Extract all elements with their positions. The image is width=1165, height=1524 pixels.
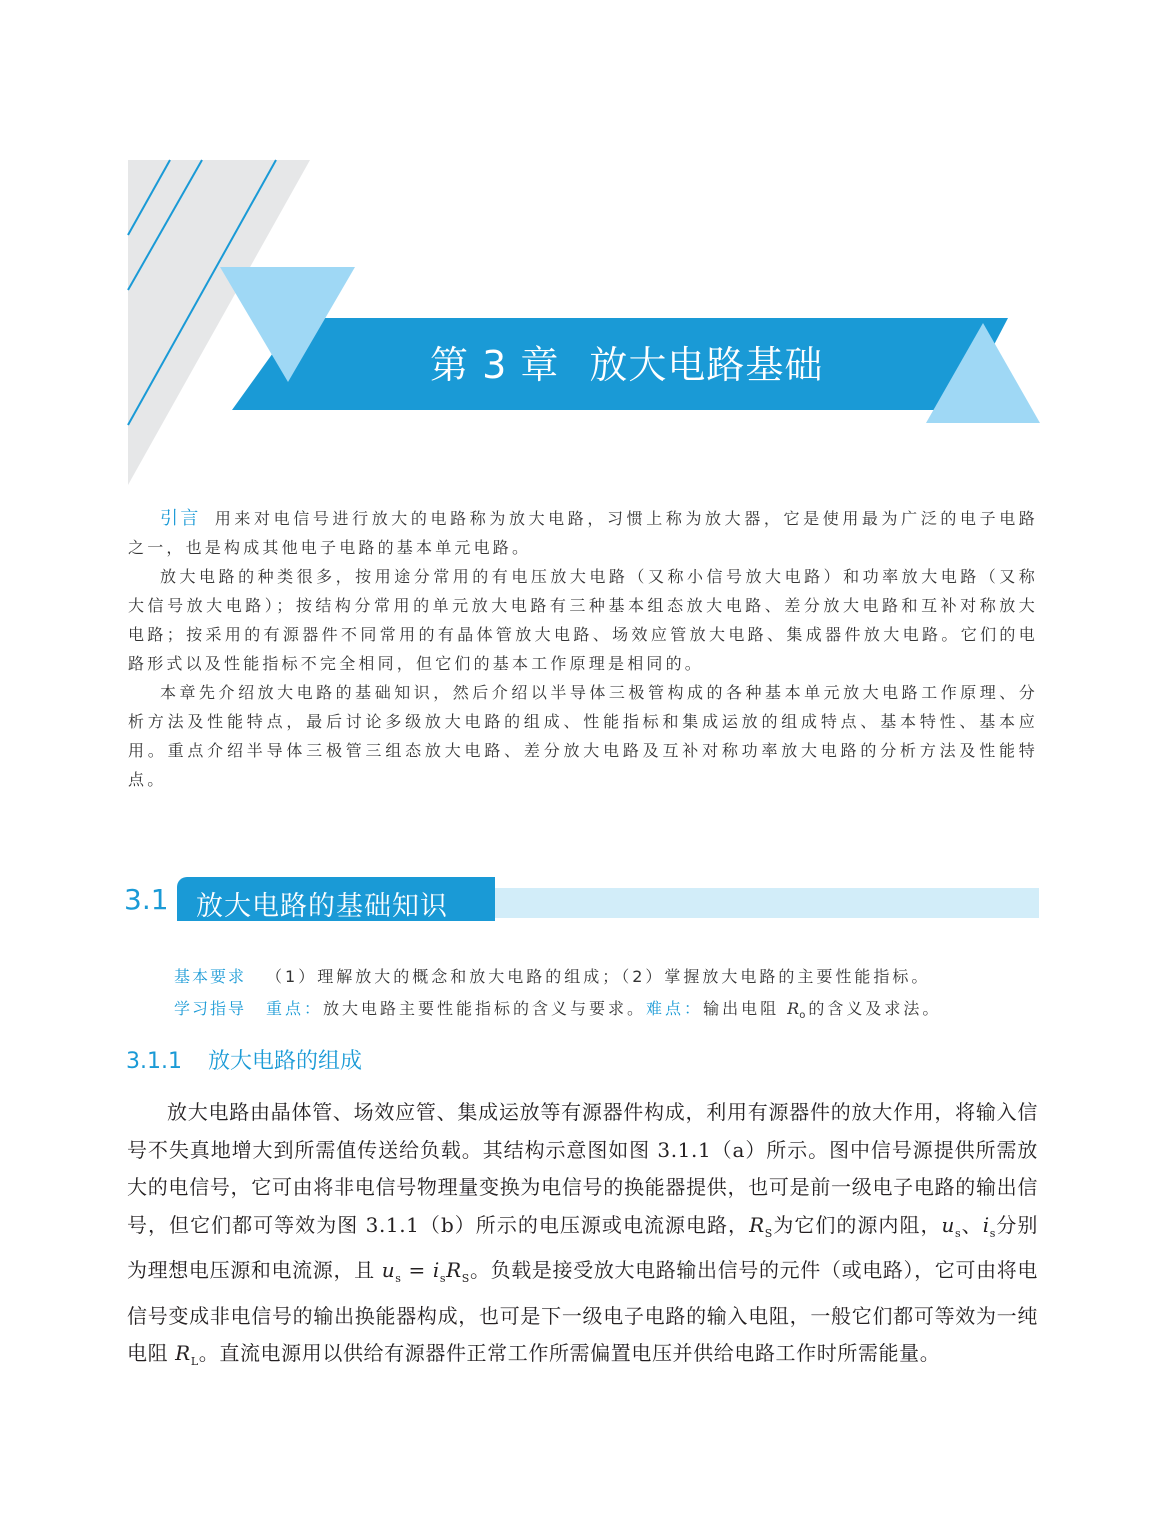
- body-separator: 、: [961, 1212, 983, 1237]
- intro-paragraph-2: 放大电路的种类很多，按用途分常用的有电压放大电路（又称小信号放大电路）和功率放大电路（又称大信号放大电路）；按结构分常用的单元放大电路有三种基本组态放大电路、差分放大电路和互补对称放大电路；按采用的有源器件不同常用的有晶体管放大电路、场效应管放大电路、集成器件放大电路。它们的电路形式以及性能指标不完全相同，但它们的基本工作原理是相同的。: [128, 567, 1038, 673]
- body-text-4: 。负载是接受放大电路输出信号的元件（或电路），它可由将电信号变成非电信号的输出换能器构成，也可是下一级电子电路的输入电阻，一般它们都可等效为一纯电阻: [127, 1258, 1038, 1365]
- subsection-number: 3.1.1: [126, 1049, 182, 1074]
- study-guide: [174, 996, 941, 1021]
- equation-i: i: [432, 1258, 440, 1282]
- voltage-source-subscript: s: [955, 1226, 962, 1240]
- equation-u-subscript: s: [395, 1272, 402, 1285]
- equation-r-subscript: S: [461, 1272, 470, 1285]
- section-heading: [124, 883, 1039, 922]
- body-text-1: 放大电路由晶体管、场效应管、集成运放等有源器件构成，利用有源器件的放大作用，将输入信号不失真地增大到所需值传送给负载。其结构示意图如图 3.1.1（a）所示。图中信号源提供所需放大的电信号，它可由将非电信号物理量变换为电信号的换能器提供，也可是前一级电子电路的输出信号，但它们都可等效为图 3.1.1（b）所示的电压源或电流源电路，: [127, 1100, 1038, 1237]
- intro-paragraph-1: [128, 504, 1038, 562]
- chapter-name: 放大电路基础: [589, 343, 824, 387]
- output-resistance-symbol: R: [787, 999, 800, 1018]
- key-point-text: 放大电路主要性能指标的含义与要求。: [323, 999, 647, 1018]
- load-resistance-symbol: R: [175, 1341, 191, 1365]
- current-source-subscript: s: [989, 1226, 996, 1240]
- key-point-label: 重点：: [266, 999, 324, 1018]
- basic-requirements: [174, 964, 930, 987]
- intro-paragraph-3: 本章先介绍放大电路的基础知识，然后介绍以半导体三极管构成的各种基本单元放大电路工作原理、分析方法及性能特点，最后讨论多级放大电路的组成、性能指标和集成运放的组成特点、基本特性、基本应用。重点介绍半导体三极管三组态放大电路、差分放大电路及互补对称功率放大电路的分析方法及性能特点。: [128, 683, 1038, 789]
- intro-label: 引言: [160, 508, 201, 529]
- study-guide-label: 学习指导: [174, 999, 247, 1018]
- source-resistance-subscript: S: [764, 1226, 773, 1240]
- section-heading-bar: [484, 888, 1039, 918]
- source-resistance-symbol: R: [749, 1212, 765, 1237]
- difficult-point-label: 难点：: [646, 999, 704, 1018]
- equation-r: R: [446, 1258, 462, 1282]
- difficult-point-text-a: 输出电阻: [703, 999, 788, 1018]
- body-text-2: 为它们的源内阻，: [772, 1212, 942, 1237]
- body-paragraph: [127, 1094, 1038, 1381]
- equation-equals: =: [401, 1258, 433, 1282]
- section-title: 放大电路的基础知识: [196, 891, 448, 922]
- difficult-point-text-b: 的含义及求法。: [808, 999, 942, 1018]
- section-heading-tab-notch: [479, 877, 495, 921]
- chapter-title: [430, 334, 990, 389]
- basic-requirements-text: （1）理解放大的概念和放大电路的组成；（2）掌握放大电路的主要性能指标。: [266, 967, 931, 986]
- section-number: 3.1: [124, 883, 169, 916]
- chapter-number: 第 3 章: [430, 343, 560, 387]
- voltage-source-symbol: u: [941, 1212, 955, 1237]
- intro-text-1: 用来对电信号进行放大的电路称为放大电路，习惯上称为放大器，它是使用最为广泛的电子电路之一，也是构成其他电子电路的基本单元电路。: [128, 509, 1039, 557]
- subsection-title: 放大电路的组成: [207, 1049, 362, 1074]
- current-source-symbol: i: [982, 1212, 990, 1237]
- equation-i-subscript: s: [439, 1272, 447, 1285]
- body-text: [127, 1094, 1038, 1381]
- basic-requirements-label: 基本要求: [174, 967, 247, 986]
- equation-u: u: [381, 1258, 396, 1282]
- chapter-intro: [128, 504, 1038, 794]
- body-text-3: 分别为理想电压源和电流源，且: [127, 1212, 1038, 1282]
- load-resistance-subscript: L: [190, 1355, 199, 1368]
- chapter-banner: [0, 0, 1165, 500]
- body-text-5: 。直流电源用以供给有源器件正常工作所需偏置电压并供给电路工作时所需能量。: [198, 1341, 941, 1365]
- subsection-heading: [126, 1044, 362, 1075]
- output-resistance-subscript: o: [799, 1010, 809, 1022]
